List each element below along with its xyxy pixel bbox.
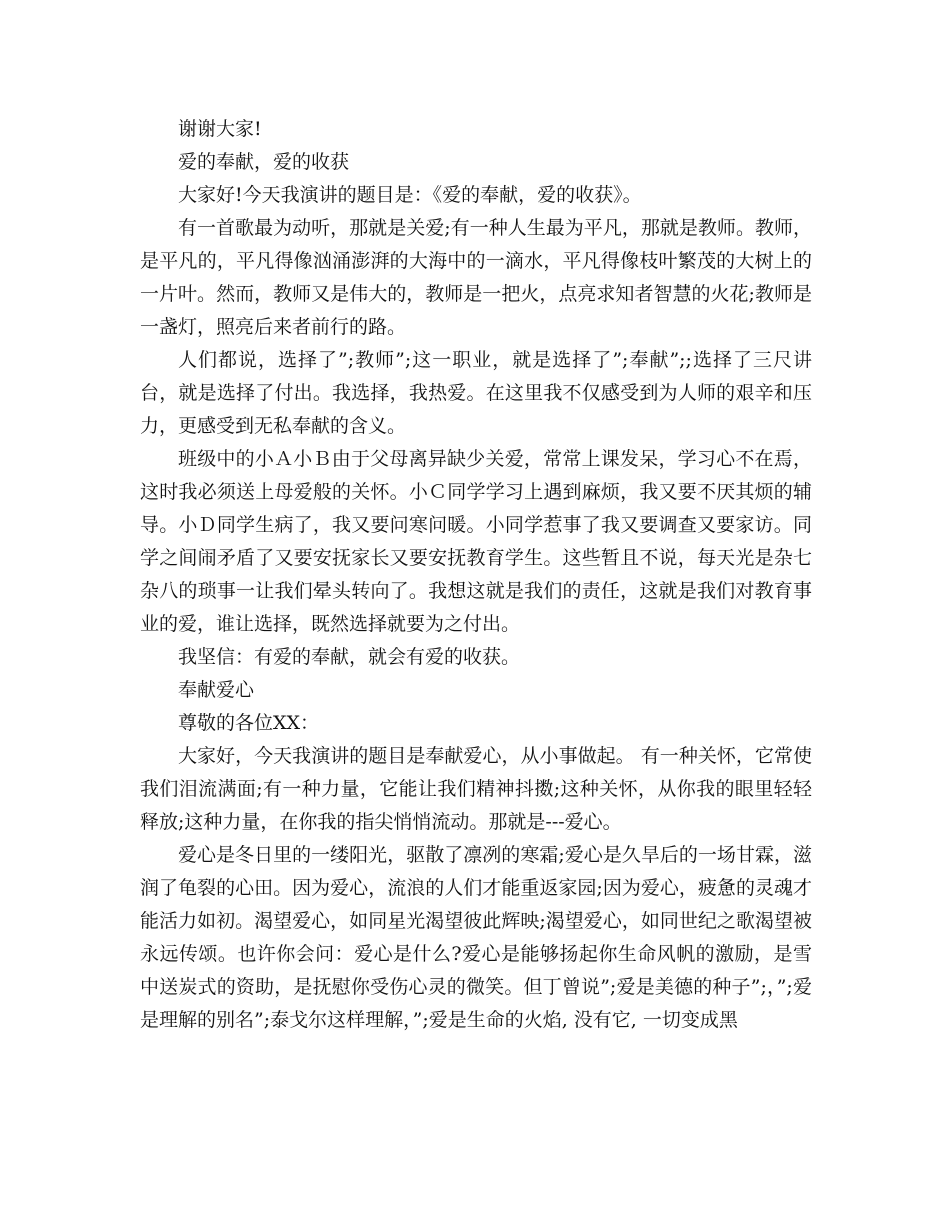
paragraph: 有一首歌最为动听，那就是关爱;有一种人生最为平凡，那就是教师。教师，是平凡的，平凡得像汹涌澎湃的大海中的一滴水，平凡得像枝叶繁茂的大树上的一片叶。然而，教师又是伟大的，教师是一把火，点亮求知者智慧的火花;教师是一盏灯，照亮后来者前行的路。 <box>140 217 812 338</box>
section-title: 爱的奉献，爱的收获 <box>178 151 350 173</box>
paragraph: 我坚信：有爱的奉献，就会有爱的收获。 <box>178 646 521 668</box>
paragraph: 班级中的小Ａ小Ｂ由于父母离异缺少关爱，常常上课发呆，学习心不在焉，这时我必须送上母爱般的关怀。小Ｃ同学学习上遇到麻烦，我又要不厌其烦的辅导。小Ｄ同学生病了，我又要问寒问暖。小同学惹事了我又要调查又要家访。同学之间闹矛盾了又要安抚家长又要安抚教育学生。这些暂且不说，每天光是杂七杂八的琐事一让我们晕头转向了。我想这就是我们的责任，这就是我们对教育事业的爱，谁让选择，既然选择就要为之付出。 <box>140 448 812 635</box>
paragraph: 爱心是冬日里的一缕阳光，驱散了凛冽的寒霜;爱心是久旱后的一场甘霖，滋润了龟裂的心田。因为爱心，流浪的人们才能重返家园;因为爱心，疲惫的灵魂才能活力如初。渴望爱心，如同星光渴望彼此辉映;渴望爱心，如同世纪之歌渴望被永远传颂。也许你会问：爱心是什么?爱心是能够扬起你生命风帆的激励，是雪中送炭式的资助，是抚慰你受伤心灵的微笑。但丁曾说”;爱是美德的种子”;，”;爱是理解的别名”;泰戈尔这样理解，”;爱是生命的火焰, 没有它, 一切变成黑 <box>140 844 812 1031</box>
document-body <box>140 113 812 1037</box>
section-title: 奉献爱心 <box>178 679 255 701</box>
closing-line: 谢谢大家! <box>178 118 262 140</box>
salutation: 尊敬的各位XX： <box>178 712 320 734</box>
paragraph: 大家好，今天我演讲的题目是奉献爱心，从小事做起。 有一种关怀，它常使我们泪流满面;有一种力量，它能让我们精神抖擞;这种关怀，从你我的眼里轻轻释放;这种力量，在你我的指尖悄悄流动。那就是---爱心。 <box>140 745 812 833</box>
paragraph: 人们都说，选择了”;教师”;这一职业，就是选择了”;奉献”;;选择了三尺讲台，就是选择了付出。我选择，我热爱。在这里我不仅感受到为人师的艰辛和压力，更感受到无私奉献的含义。 <box>140 349 812 437</box>
paragraph: 大家好!今天我演讲的题目是：《爱的奉献，爱的收获》。 <box>178 184 642 206</box>
